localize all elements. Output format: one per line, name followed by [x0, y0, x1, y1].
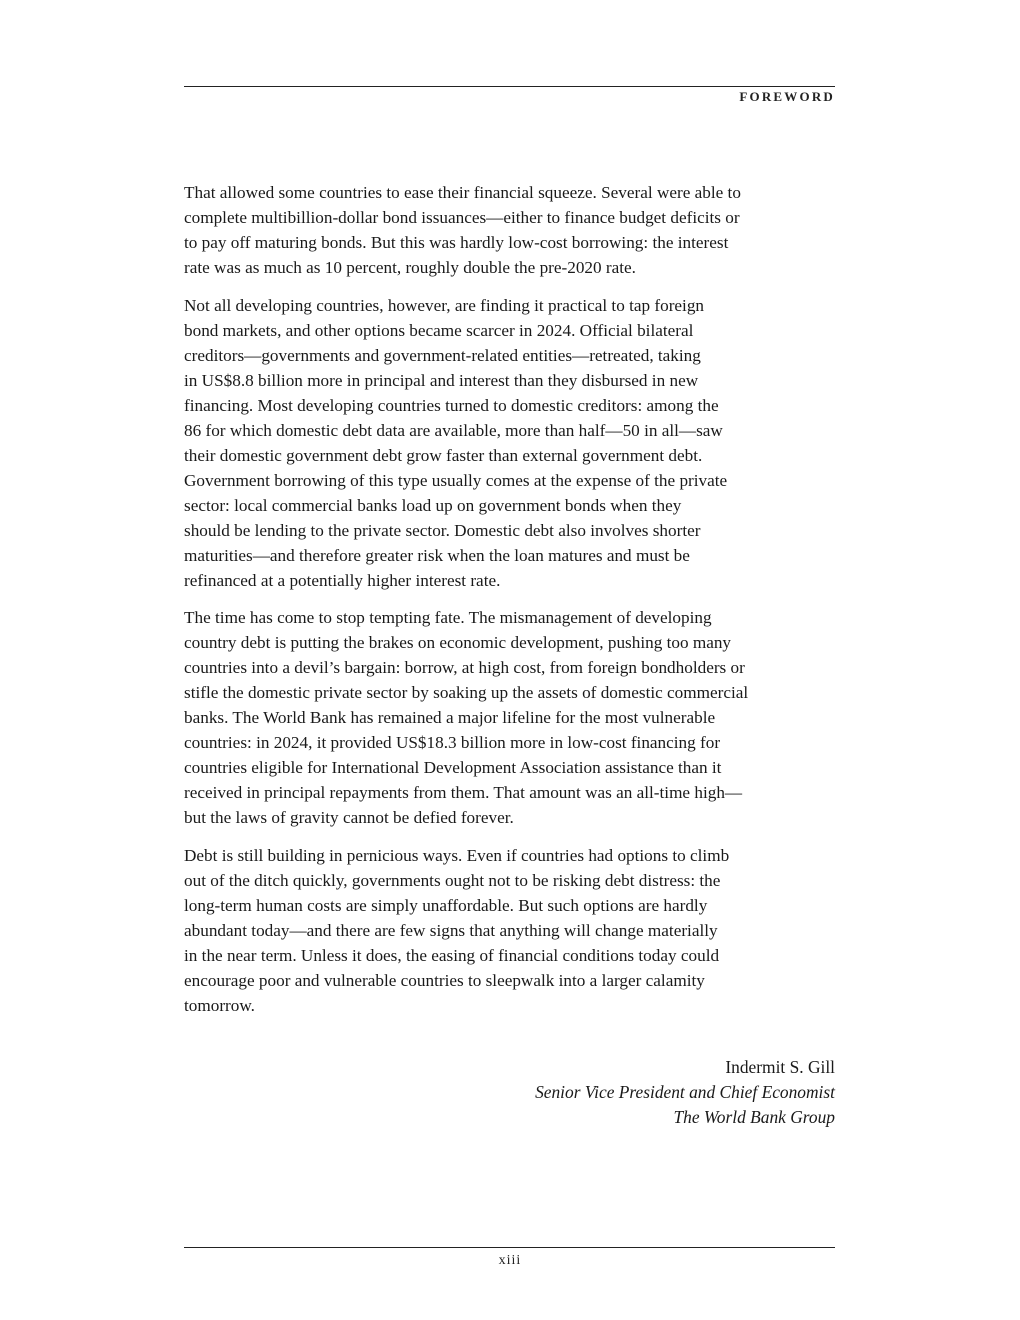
running-head: FOREWORD: [739, 89, 835, 104]
signatory-organization: The World Bank Group: [673, 1107, 835, 1127]
paragraph: The time has come to stop tempting fate. The mismanagement of developing country debt is putting the brakes on economic development, pushing too many countries into a devil’s bargain: borrow, at high cost, from foreign bondholders or stifle the domestic private sector by soaking up the assets of domestic commercial banks. The World Bank has remained a major lifeline for the most vulnerable countries: in 2024, it provided US$18.3 billion more in low-cost financing for countries eligible for International Development Association assistance than it received in principal repayments from them. That amount was an all-time high— but the laws of gravity cannot be defied forever.: [184, 608, 749, 827]
signature-block: [535, 1055, 835, 1130]
page-number: xiii: [498, 1253, 522, 1268]
paragraph: Not all developing countries, however, are finding it practical to tap foreign bond markets, and other options became scarcer in 2024. Official bilateral creditors—governments and government-related entities—retreated, taking in US$8.8 billion more in principal and interest than they disbursed in new financing. Most developing countries turned to domestic creditors: among the 86 for which domestic debt data are available, more than half—50 in all—saw their domestic government debt grow faster than external government debt. Government borrowing of this type usually comes at the expense of the private sector: local commercial banks load up on government bonds when they should be lending to the private sector. Domestic debt also involves shorter maturities—and therefore greater risk when the loan matures and must be refinanced at a potentially higher interest rate.: [184, 295, 728, 590]
paragraph: Debt is still building in pernicious ways. Even if countries had options to climb out of the ditch quickly, governments ought not to be risking debt distress: the long-term human costs are simply unaffordable. But such options are hardly abundant today—and there are few signs that anything will change materially in the near term. Unless it does, the easing of financial conditions today could encourage poor and vulnerable countries to sleepwalk into a larger calamity tomorrow.: [184, 845, 730, 1015]
footer-rule: [184, 1247, 835, 1248]
header-rule: [184, 86, 835, 87]
paragraph: That allowed some countries to ease their financial squeeze. Several were able to complete multibillion-dollar bond issuances—either to finance budget deficits or to pay off maturing bonds. But this was hardly low-cost borrowing: the interest rate was as much as 10 percent, roughly double the pre-2020 rate.: [184, 183, 741, 277]
foreword-body: [184, 180, 839, 1030]
signatory-name: Indermit S. Gill: [725, 1057, 835, 1077]
signatory-title: Senior Vice President and Chief Economist: [535, 1082, 835, 1102]
